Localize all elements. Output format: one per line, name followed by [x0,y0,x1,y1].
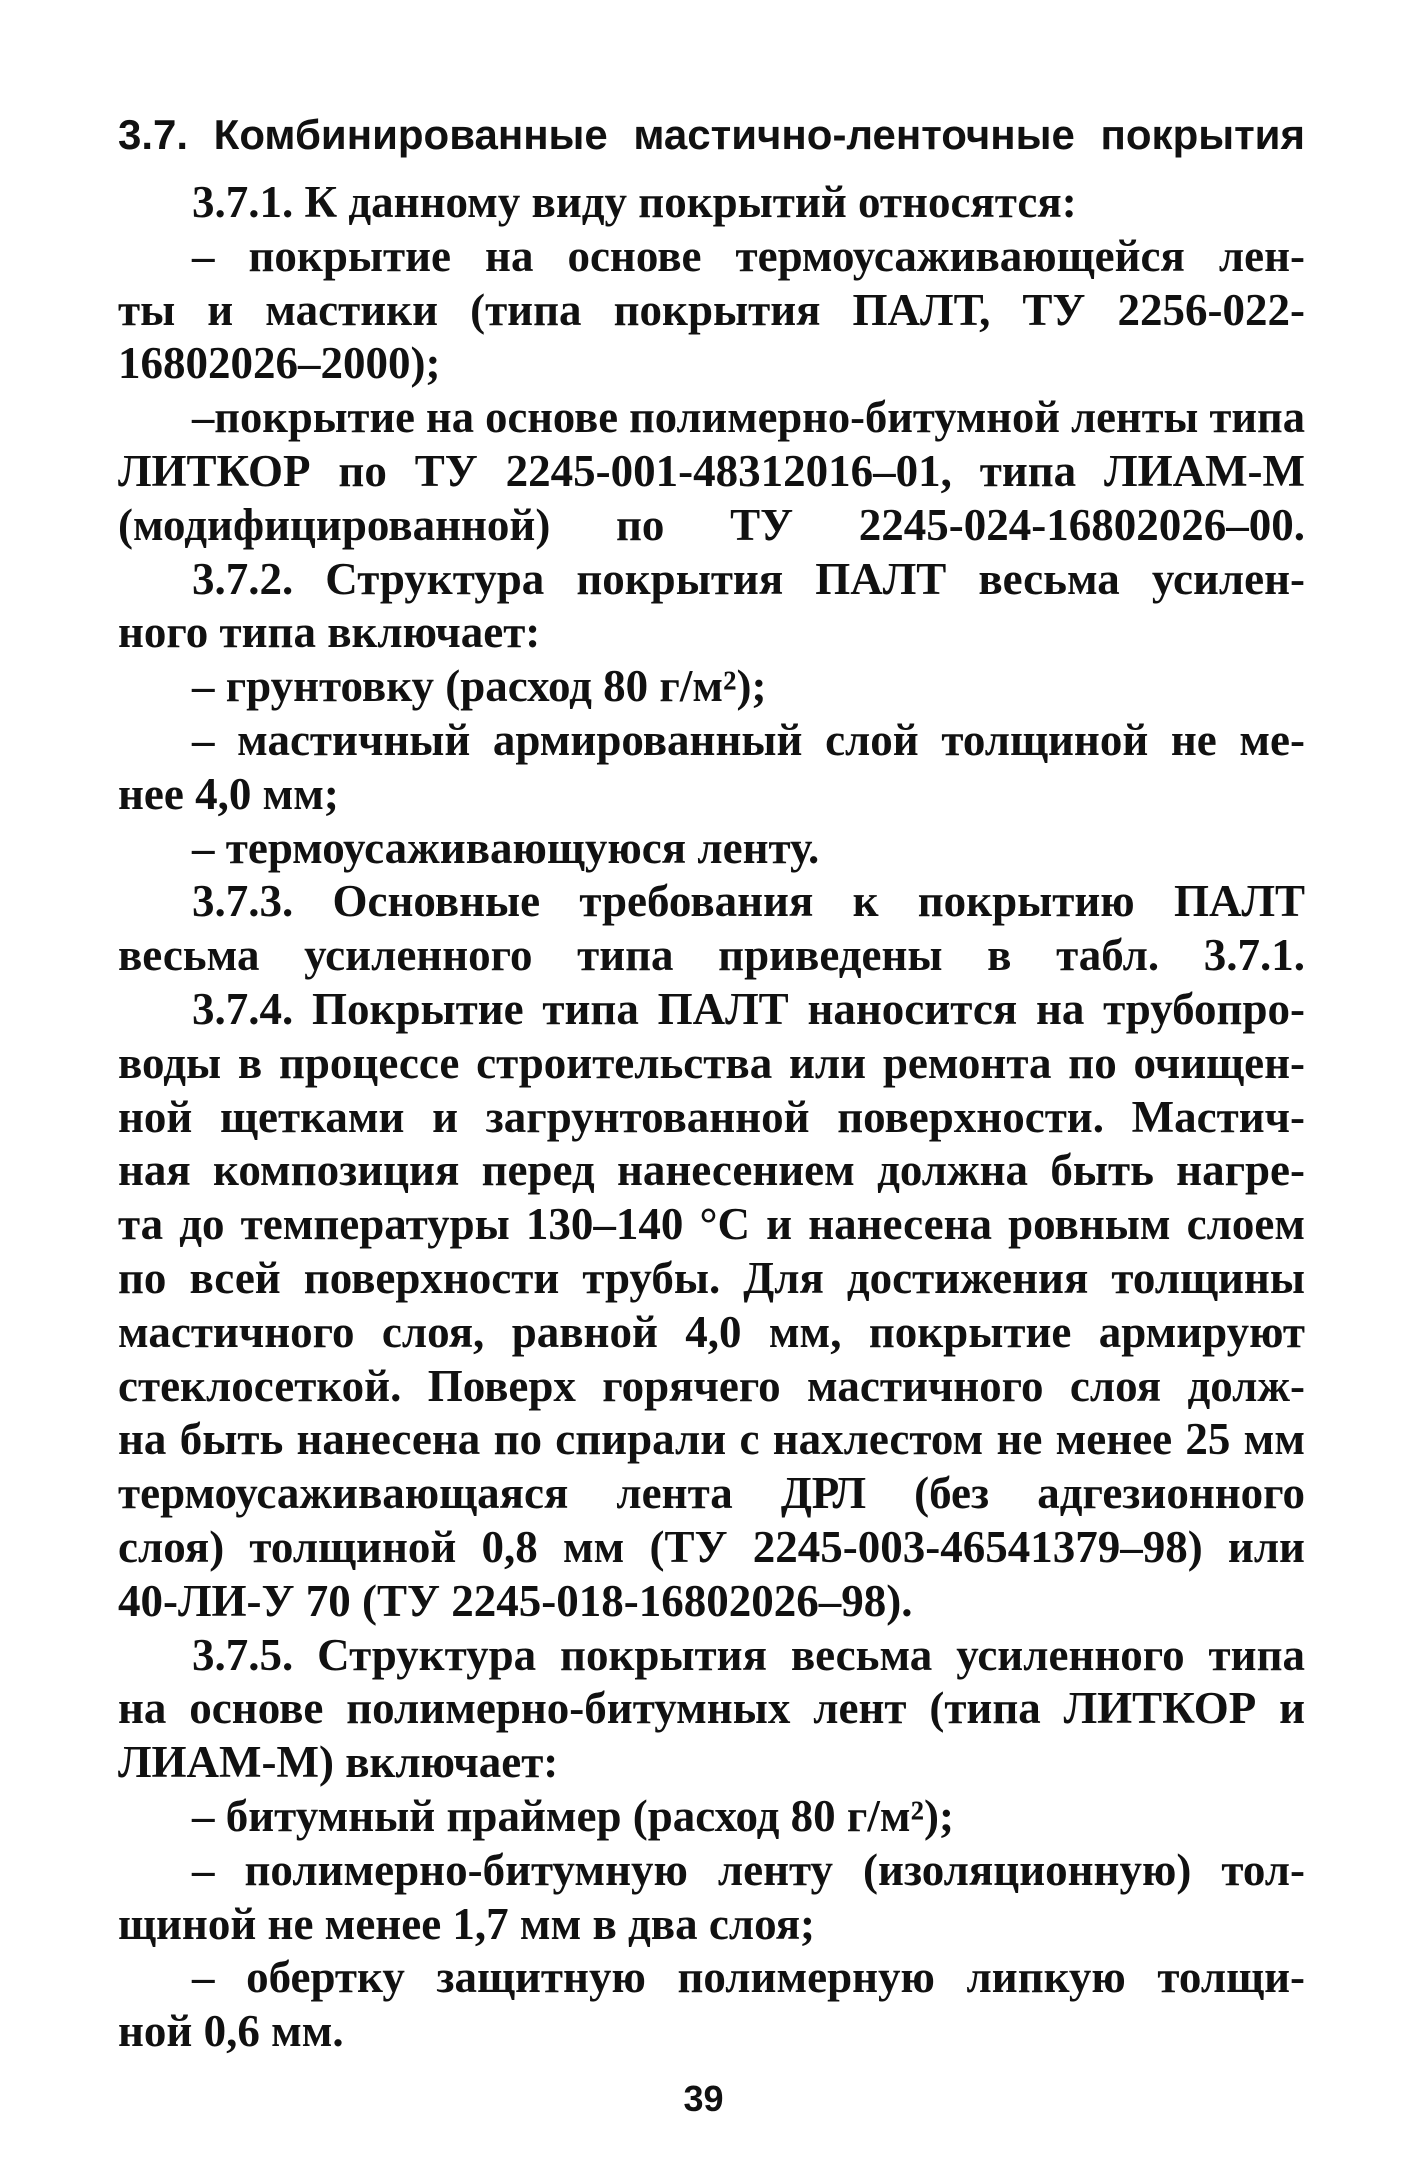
text-line: на основе полимерно-битумных лент (типа ЛИТКОР и [118,1683,1305,1734]
paragraph-3-7-5: 3.7.5. Структура покрытия весьма усиленного типа [192,1629,1305,1680]
list-item-litkor: –покрытие на основе полимерно-битумной ленты типа [192,392,1305,443]
text-line: весьма усиленного типа приведены в табл. 3.7.1. [118,930,1305,981]
list-item-polymer-tape: – полимерно-битумную ленту (изоляционную) тол- [192,1844,1305,1895]
body-text [118,176,1305,2059]
text-line: нее 4,0 мм; [118,768,339,819]
text-line: щиной не менее 1,7 мм в два слоя; [118,1898,816,1949]
section-heading: 3.7. Комбинированные мастично-ленточные покрытия [118,111,1305,158]
text-line: ЛИАМ-М) включает: [118,1737,559,1788]
text-line: на быть нанесена по спирали с нахлестом не менее 25 мм [118,1414,1305,1465]
text-line: ной 0,6 мм. [118,2006,344,2057]
list-item-mastic-layer: – мастичный армированный слой толщиной не ме- [192,714,1305,765]
list-item-wrapper: – обертку защитную полимерную липкую толщи- [192,1952,1305,2003]
list-item-shrink-tape: – термоусаживающуюся ленту. [192,822,820,873]
text-line: ная композиция перед нанесением должна быть нагре- [118,1145,1305,1196]
list-item-palt: – покрытие на основе термоусаживающейся лен- [192,230,1305,281]
text-line: ты и мастики (типа покрытия ПАЛТ, ТУ 2256-022- [118,284,1305,335]
text-line: ного типа включает: [118,607,541,658]
text-line: мастичного слоя, равной 4,0 мм, покрытие армируют [118,1306,1305,1357]
page-number: 39 [683,2078,724,2119]
paragraph-3-7-1: 3.7.1. К данному виду покрытий относятся: [192,177,1077,227]
text-line: ЛИТКОР по ТУ 2245-001-48312016–01, типа ЛИАМ-М [118,445,1305,496]
paragraph-3-7-3: 3.7.3. Основные требования к покрытию ПАЛТ [192,876,1305,927]
text-line: воды в процессе строительства или ремонта по очищен- [118,1037,1305,1088]
text-line: термоусаживающаяся лента ДРЛ (без адгезионного [118,1468,1305,1519]
paragraph-3-7-2: 3.7.2. Структура покрытия ПАЛТ весьма усилен- [192,553,1305,604]
text-line: (модифицированной) по ТУ 2245-024-16802026–00. [118,499,1305,550]
text-line: ной щетками и загрунтованной поверхности. Мастич- [118,1091,1305,1142]
paragraph-3-7-4: 3.7.4. Покрытие типа ПАЛТ наносится на трубопро- [192,983,1305,1034]
list-item-bitumen-primer: – битумный праймер (расход 80 г/м²); [192,1790,954,1841]
text-line: стеклосеткой. Поверх горячего мастичного слоя долж- [118,1360,1305,1411]
text-line: та до температуры 130–140 °С и нанесена ровным слоем [118,1199,1305,1250]
text-line: 16802026–2000); [118,338,441,389]
text-line: 40-ЛИ-У 70 (ТУ 2245-018-16802026–98). [118,1575,913,1626]
text-line: слоя) толщиной 0,8 мм (ТУ 2245-003-46541379–98) или [118,1521,1305,1572]
list-item-primer: – грунтовку (расход 80 г/м²); [192,661,767,712]
text-line: по всей поверхности трубы. Для достижения толщины [118,1252,1305,1303]
